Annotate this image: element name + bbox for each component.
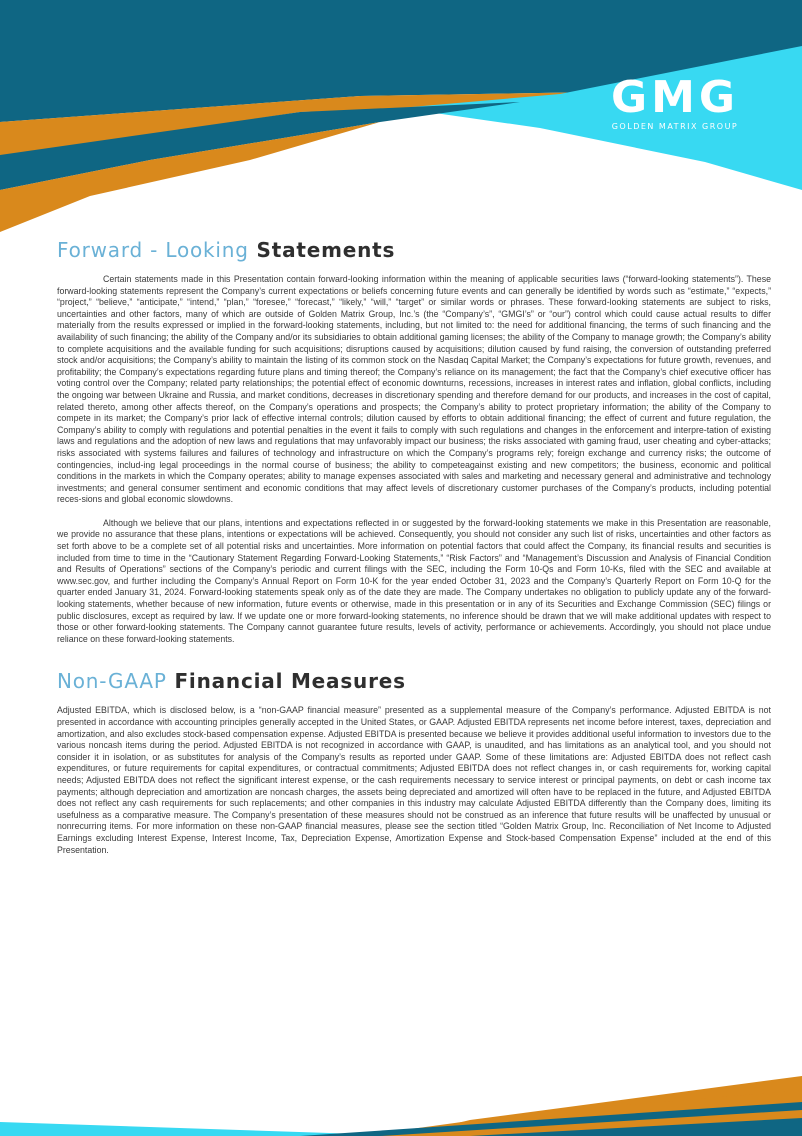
non-gaap-heading (57, 667, 771, 695)
logo-mark: GMG (610, 72, 739, 123)
logo-subtitle: GOLDEN MATRIX GROUP (611, 122, 739, 131)
forward-looking-paragraph-1: Certain statements made in this Presentation contain forward-looking information within the meaning of applicable securities laws (“forward-looking statements”). These forward-looking statements represent the Company’s current expectations or beliefs concerning future events and can generally be identified by words such as “estimate,” “expects,” “project,” “believe,” “anticipate,” “intend,” “plan,” “foresee,” “forecast,” “likely,” “will,” “target” or similar words or phrases. These forward-looking statements are subject to risks, uncertainties and other factors, many of which are outside of Golden Matrix Group, Inc.’s (the “Company’s”, “GMGI’s” or “our”) control which could cause actual results to differ materially from the results expressed or implied in the forward-looking statements, including, but not limited to: the need for additional financing, the terms of such financing and the availability of such financing; the ability of the Company and/or its subsidiaries to obtain additional gaming licenses; the ability of the Company to manage growth; the Company’s ability to complete acquisitions and the available funding for such acquisitions; disruptions caused by acquisitions; dilution caused by fund raising, the conversion of outstanding preferred stock and/or acquisitions; the Company’s ability to maintain the listing of its common stock on the Nasdaq Capital Market; the Company’s expectations for future growth, revenues, and profitability; the Company’s expectations regarding future plans and timing thereof; the Company’s reliance on its management; the fact that the Company’s chief executive officer has voting control over the Company; related party relationships; the potential effect of economic downturns, recessions, increases in interest rates and inflation, global conflicts, including the ongoing war between Ukraine and Russia, and market conditions, decreases in discretionary spending and therefore demand for our products, and increases in the cost of capital, related thereto, among other affects thereof, on the Company’s operations and prospects; the Company’s ability to protect proprietary information; the ability of the Company to compete in its market; the Company’s prior lack of effective internal controls; dilution caused by efforts to obtain additional financing; the effect of current and future regulation, the Company’s ability to comply with regulations and potential penalties in the event it fails to comply with such regulations and changes in the enforcement and interpre-tation of existing laws and regulations and the adoption of new laws and regulations that may unfavorably impact our business; the risks associated with gaming fraud, user cheating and cyber-attacks; risks associated with systems failures and failures of technology and infrastructure on which the Company’s programs rely; foreign exchange and currency risks; the outcome of contingencies, includ-ing legal proceedings in the normal course of business; the ability to competeagainst existing and new competitors; the business, economic and political conditions in the markets in which the Company operates; ability to manage expenses associated with sales and marketing and necessary general and administrative and technology investments; and general consumer sentiment and economic conditions that may affect levels of discretionary customer purchases of the Company’s products, including potential reces-sions and global economic slowdowns. (57, 274, 771, 505)
non-gaap-paragraph: Adjusted EBITDA, which is disclosed below, is a “non-GAAP financial measure” presented as a supplemental measure of the Company’s performance. Adjusted EBITDA is not presented in accordance with accounting principles generally accepted in the United States, or GAAP. Adjusted EBITDA represents net income before interest, taxes, depreciation and amortization, and also excludes stock-based compensation expense. Adjusted EBITDA is presented because we believe it provides additional useful information to investors due to the various noncash items during the period. Adjusted EBITDA is not recognized in accordance with GAAP, is unaudited, and has limitations as an analytical tool, and you should not consider it in isolation, or as substitutes for analysis of the Company’s results as reported under GAAP. Some of these limitations are: Adjusted EBITDA does not reflect cash expenditures, or future requirements for capital expenditures, or contractual commitments; Adjusted EBITDA does not reflect changes in, or cash requirements for, working capital needs; Adjusted EBITDA does not reflect the significant interest expense, or the cash requirements necessary to service interest or principal payments, on debt or cash income tax payments; although depreciation and amortization are noncash charges, the assets being depreciated and amortized will often have to be replaced in the future, and Adjusted EBITDA does not reflect any cash requirements for such replacements; and other companies in this industry may calculate Adjusted EBITDA differently than the Company does, limiting its usefulness as a comparative measure. The Company’s presentation of these measures should not be construed as an inference that future results will be unaffected by unusual or nonrecurring items. For more information on these non-GAAP financial measures, please see the section titled “Golden Matrix Group, Inc. Reconciliation of Net Income to Adjusted Earnings excluding Interest Expense, Interest Income, Tax, Depreciation Expense, Amortization Expense and Stock-based Compensation Expense” included at the end of this Presentation. (57, 705, 771, 855)
page-content (57, 236, 771, 856)
footer-banner (0, 1036, 802, 1136)
company-logo (590, 72, 760, 131)
forward-looking-paragraph-2: Although we believe that our plans, intentions and expectations reflected in or suggested by the forward-looking statements we make in this Presentation are reasonable, we provide no assurance that these plans, intentions or expectations will be achieved. Consequently, you should not consider any such list of risks, uncertainties and other factors as set forth above to be a complete set of all potential risks and uncertainties. More information on potential factors that could affect the Company, its financial results and securities is included from time to time in the “Cautionary Statement Regarding Forward-Looking Statements,” “Risk Factors” and “Management’s Discussion and Analysis of Financial Condition and Results of Operations” sections of the Company’s periodic and current filings with the SEC, including the Form 10-Qs and Form 10-Ks, filed with the SEC and available at www.sec.gov, and further including the Company’s Annual Report on Form 10-K for the year ended October 31, 2023 and the Company’s Quarterly Report on Form 10-Q for the quarter ended January 31, 2024. Forward-looking statements speak only as of the date they are made. The Company undertakes no obligation to publicly update any of the forward-looking statements, whether because of new information, future events or otherwise, made in this presentation or in any of its Securities and Exchange Commission (SEC) filings or public disclosures, except as required by law. If we update one or more forward-looking statements, no inference should be drawn that we will make additional updates with respect to those or other forward-looking statements. The Company cannot guarantee future results, levels of activity, performance or achievements. Accordingly, you should not place undue reliance on these forward-looking statements. (57, 517, 771, 644)
heading-light-part: Non-GAAP (57, 669, 167, 694)
heading-light-part: Forward - Looking (57, 238, 249, 262)
heading-dark-part: Financial Measures (174, 669, 406, 694)
forward-looking-heading (57, 236, 771, 264)
heading-dark-part: Statements (256, 238, 396, 262)
